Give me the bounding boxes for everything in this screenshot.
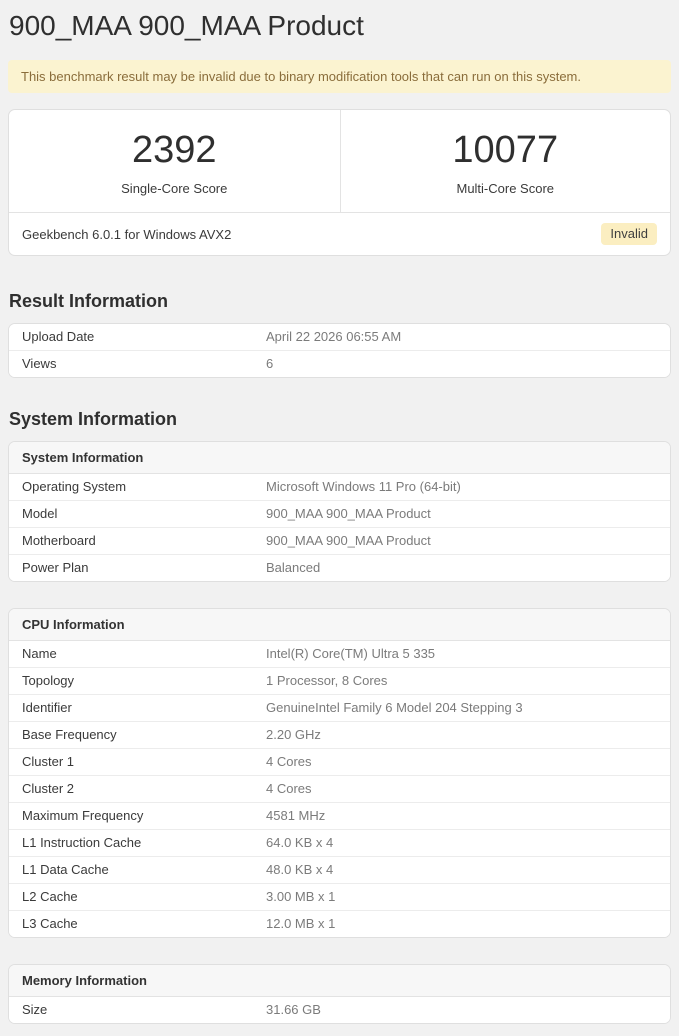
row-value: Balanced: [266, 560, 321, 575]
system-information-card-header: System Information: [9, 442, 670, 474]
row-label: Views: [22, 356, 57, 371]
result-information-heading: Result Information: [9, 291, 169, 311]
invalid-status-badge: Invalid: [601, 223, 657, 245]
row-value: 64.0 KB x 4: [266, 835, 334, 850]
table-row: [9, 997, 670, 1023]
single-core-score-value: 2392: [131, 129, 217, 171]
row-value: 4 Cores: [266, 754, 312, 769]
table-row: [9, 802, 670, 829]
table-row: [9, 324, 670, 350]
memory-information-card: [8, 964, 671, 1024]
row-label: Identifier: [22, 700, 72, 715]
invalid-warning-text: This benchmark result may be invalid due to binary modification tools that can run on this system.: [21, 69, 581, 84]
table-row: [9, 748, 670, 775]
row-value: 4581 MHz: [266, 808, 326, 823]
score-footer: [9, 212, 670, 255]
row-value: 1 Processor, 8 Cores: [266, 673, 388, 688]
geekbench-version-text: Geekbench 6.0.1 for Windows AVX2: [22, 226, 232, 242]
system-information-table: [9, 474, 670, 581]
row-value: 12.0 MB x 1: [266, 916, 336, 931]
row-value: 31.66 GB: [266, 1002, 321, 1017]
row-value: GenuineIntel Family 6 Model 204 Stepping 3: [266, 700, 523, 715]
table-row: [9, 350, 670, 377]
multi-core-score-label: Multi-Core Score: [456, 181, 555, 196]
result-information-table: [9, 324, 670, 377]
row-value: Intel(R) Core(TM) Ultra 5 335: [266, 646, 436, 661]
table-row: [9, 883, 670, 910]
row-value: 48.0 KB x 4: [266, 862, 334, 877]
row-value: 2.20 GHz: [266, 727, 321, 742]
table-row: [9, 829, 670, 856]
row-label: Base Frequency: [22, 727, 117, 742]
table-row: [9, 641, 670, 667]
system-information-card: [8, 441, 671, 582]
row-value: 4 Cores: [266, 781, 312, 796]
row-label: Topology: [22, 673, 75, 688]
row-label: Operating System: [22, 479, 127, 494]
table-row: [9, 910, 670, 937]
row-value: 6: [266, 356, 274, 371]
row-label: Model: [22, 506, 58, 521]
table-row: [9, 856, 670, 883]
table-row: [9, 721, 670, 748]
row-value: 900_MAA 900_MAA Product: [266, 533, 431, 548]
score-grid: [9, 110, 670, 212]
multi-core-score-value: 10077: [452, 129, 559, 171]
row-label: Cluster 1: [22, 754, 75, 769]
row-label: L2 Cache: [22, 889, 78, 904]
table-row: [9, 500, 670, 527]
table-row: [9, 554, 670, 581]
cpu-information-table: [9, 641, 670, 937]
invalid-warning-banner: [8, 60, 671, 93]
single-core-score-label: Single-Core Score: [121, 181, 228, 196]
row-label: L3 Cache: [22, 916, 78, 931]
row-label: Maximum Frequency: [22, 808, 144, 823]
row-label: Motherboard: [22, 533, 96, 548]
row-label: L1 Data Cache: [22, 862, 109, 877]
page-title: 900_MAA 900_MAA Product: [9, 10, 364, 41]
row-label: Size: [22, 1002, 48, 1017]
score-card: [8, 109, 671, 256]
table-row: [9, 667, 670, 694]
row-label: Cluster 2: [22, 781, 75, 796]
system-information-heading: System Information: [9, 409, 178, 429]
table-row: [9, 474, 670, 500]
row-value: April 22 2026 06:55 AM: [266, 329, 402, 344]
cpu-information-card: [8, 608, 671, 938]
row-label: Upload Date: [22, 329, 95, 344]
row-value: Microsoft Windows 11 Pro (64-bit): [266, 479, 461, 494]
memory-information-card-header: Memory Information: [9, 965, 670, 997]
row-label: Power Plan: [22, 560, 89, 575]
row-value: 3.00 MB x 1: [266, 889, 336, 904]
row-label: Name: [22, 646, 57, 661]
row-label: L1 Instruction Cache: [22, 835, 142, 850]
table-row: [9, 694, 670, 721]
table-row: [9, 775, 670, 802]
result-information-card: [8, 323, 671, 378]
table-row: [9, 527, 670, 554]
row-value: 900_MAA 900_MAA Product: [266, 506, 431, 521]
multi-core-score-cell: [340, 110, 671, 212]
cpu-information-card-header: CPU Information: [9, 609, 670, 641]
memory-information-table: [9, 997, 670, 1023]
single-core-score-cell: [9, 110, 340, 212]
